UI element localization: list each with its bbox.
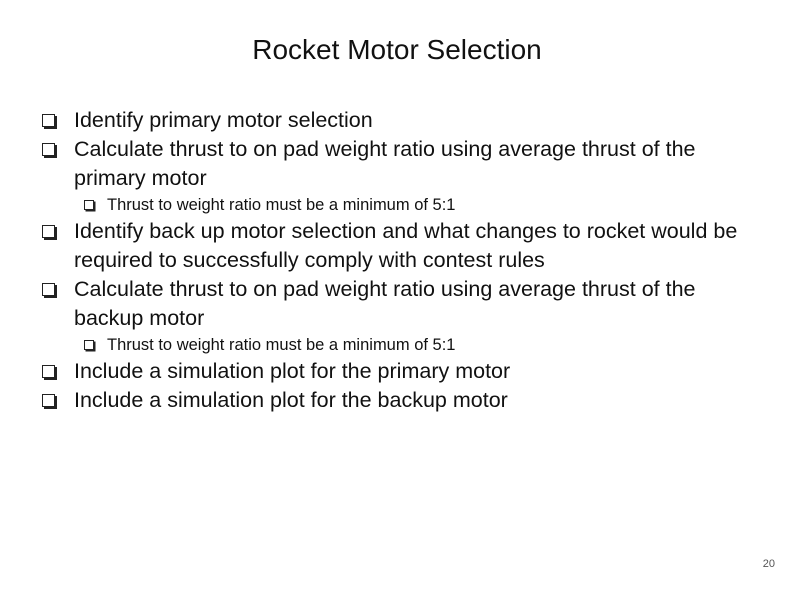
- bullet-item: [40, 275, 760, 333]
- bullet-text: Include a simulation plot for the primary motor: [74, 359, 511, 383]
- checkbox-bullet-icon: [42, 283, 55, 296]
- checkbox-bullet-icon: [42, 114, 55, 127]
- bullet-text: Calculate thrust to on pad weight ratio using average thrust of the backup motor: [74, 277, 696, 330]
- checkbox-bullet-icon: [84, 200, 94, 210]
- bullet-text: Calculate thrust to on pad weight ratio using average thrust of the primary motor: [74, 137, 696, 190]
- checkbox-bullet-icon: [42, 394, 55, 407]
- bullet-text: Identify back up motor selection and what changes to rocket would be required to successfully comply with contest rules: [74, 219, 738, 272]
- bullet-item: [40, 386, 760, 415]
- checkbox-bullet-icon: [42, 143, 55, 156]
- bullet-text: Include a simulation plot for the backup motor: [74, 388, 508, 412]
- checkbox-bullet-icon: [42, 365, 55, 378]
- page-number: 20: [762, 558, 775, 570]
- checkbox-bullet-icon: [42, 225, 55, 238]
- bullet-item: [40, 217, 760, 275]
- sub-bullet-text: Thrust to weight ratio must be a minimum of 5:1: [107, 336, 456, 354]
- bullet-item: [40, 135, 760, 193]
- bullet-item: [40, 106, 760, 135]
- sub-bullet-item: [40, 333, 760, 357]
- bullet-text: Identify primary motor selection: [74, 108, 373, 132]
- checkbox-bullet-icon: [84, 340, 94, 350]
- sub-bullet-text: Thrust to weight ratio must be a minimum of 5:1: [107, 196, 456, 214]
- bullet-list: [40, 106, 760, 415]
- slide-title: Rocket Motor Selection: [252, 34, 542, 65]
- sub-bullet-item: [40, 193, 760, 217]
- bullet-item: [40, 357, 760, 386]
